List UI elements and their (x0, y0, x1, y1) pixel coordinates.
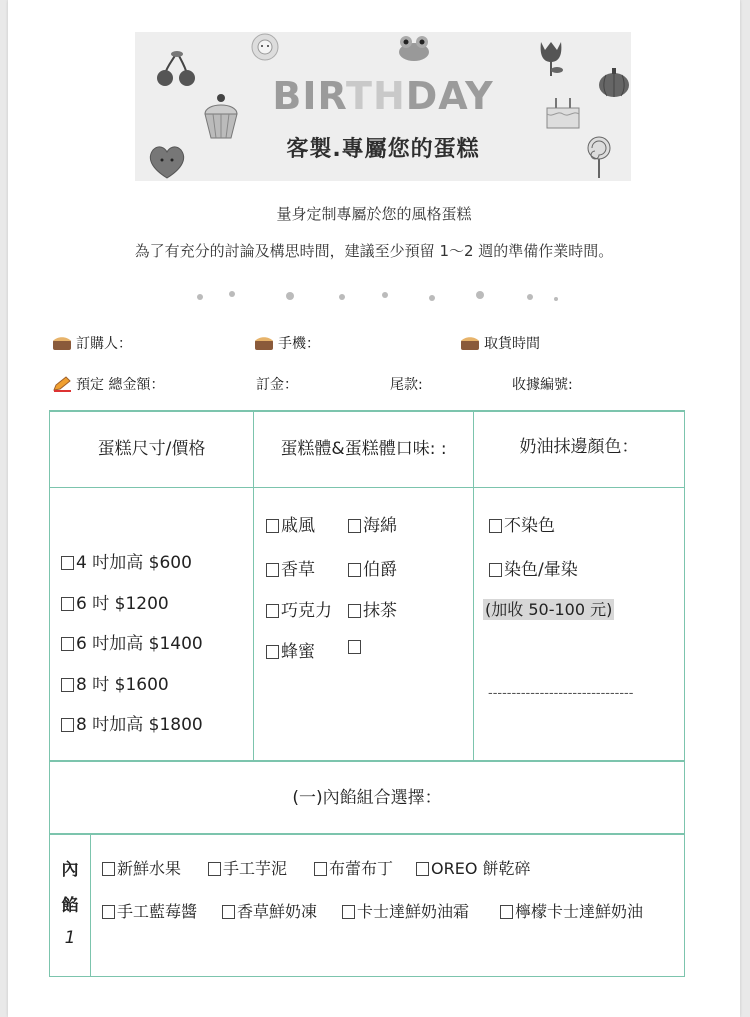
receipt-field-label: 收據編號: (512, 377, 573, 393)
color-surcharge-note: (加收 50-100 元) (485, 600, 613, 619)
header-flavor: 蛋糕體&蛋糕體口味: : (280, 439, 447, 459)
checkbox[interactable] (208, 862, 221, 876)
checkbox[interactable] (348, 604, 361, 618)
filling-option[interactable]: 新鮮水果 (102, 856, 181, 879)
checkbox[interactable] (61, 718, 74, 732)
header-size-price: 蛋糕尺寸/價格 (97, 439, 206, 459)
intro-line-2: 為了有充分的討論及構思時間，建議至少預留 1～2 週的準備作業時間。 (134, 242, 614, 260)
size-option[interactable]: 4 吋加高 $600 (61, 548, 192, 573)
filling-option[interactable]: 布蕾布丁 (314, 856, 393, 879)
checkbox[interactable] (500, 905, 513, 919)
flavor-option[interactable]: 蜂蜜 (266, 637, 315, 662)
checkbox[interactable] (489, 563, 502, 577)
checkbox[interactable] (266, 645, 279, 659)
pickup-field-label: 取貨時間 (460, 333, 540, 353)
flavor-option[interactable]: 伯爵 (348, 555, 397, 580)
flavor-option-blank[interactable] (348, 637, 363, 657)
frog-icon (397, 34, 431, 62)
size-option[interactable]: 6 吋 $1200 (61, 589, 169, 614)
size-option[interactable]: 6 吋加高 $1400 (61, 629, 203, 654)
filling-side-char: 內 (61, 860, 79, 880)
flavor-option[interactable]: 抹茶 (348, 596, 397, 621)
filling-header: (一)內餡組合選擇： (292, 788, 442, 808)
pencil-icon (52, 375, 72, 392)
size-option[interactable]: 8 吋加高 $1800 (61, 710, 203, 735)
checkbox[interactable] (348, 640, 361, 654)
filling-option[interactable]: 手工藍莓醬 (102, 899, 197, 922)
phone-field-label: 手機： (254, 333, 320, 353)
flavor-option[interactable]: 巧克力 (266, 596, 332, 621)
checkbox[interactable] (489, 519, 502, 533)
cake-slice-icon (254, 334, 274, 351)
filling-side-char: 餡 (61, 896, 79, 916)
filling-option[interactable]: 手工芋泥 (208, 856, 287, 879)
checkbox[interactable] (61, 678, 74, 692)
checkbox[interactable] (266, 519, 279, 533)
flavor-option[interactable]: 海綿 (348, 511, 397, 536)
intro-line-1: 量身定制專屬於您的風格蛋糕 (276, 205, 472, 223)
filling-option[interactable]: 卡士達鮮奶油霜 (342, 899, 469, 922)
checkbox[interactable] (61, 597, 74, 611)
form-page (8, 0, 740, 1017)
flavor-option[interactable]: 戚風 (266, 511, 315, 536)
checkbox[interactable] (61, 637, 74, 651)
total-field-label: 預定 總金額： (52, 374, 164, 394)
color-option[interactable]: 不染色 (489, 511, 555, 536)
tulip-icon (535, 38, 567, 78)
filling-option[interactable]: OREO 餅乾碎 (416, 856, 531, 879)
flavor-option[interactable]: 香草 (266, 555, 315, 580)
balance-field-label: 尾款: (390, 377, 423, 393)
deposit-field-label: 訂金： (256, 377, 298, 393)
checkbox[interactable] (102, 905, 115, 919)
color-fill-line: ------------------------------- (488, 686, 634, 701)
banner-subtitle: 客製.專屬您的蛋糕 (286, 137, 480, 162)
birthday-banner (135, 32, 631, 181)
checkbox[interactable] (342, 905, 355, 919)
banner-title: BIRTHDAY (272, 74, 494, 118)
checkbox[interactable] (348, 563, 361, 577)
filling-side-char: 1 (64, 928, 76, 948)
buyer-field-label: 訂購人： (52, 333, 132, 353)
flower-face-icon (247, 32, 283, 62)
color-option[interactable]: 染色/暈染 (489, 555, 578, 580)
filling-option[interactable]: 香草鮮奶凍 (222, 899, 317, 922)
checkbox[interactable] (61, 556, 74, 570)
cake-slice-icon (52, 334, 72, 351)
checkbox[interactable] (348, 519, 361, 533)
header-cream-color: 奶油抹邊顏色： (519, 437, 639, 457)
decorative-divider (180, 289, 566, 303)
filling-option[interactable]: 檸檬卡士達鮮奶油 (500, 899, 643, 922)
checkbox[interactable] (222, 905, 235, 919)
checkbox[interactable] (102, 862, 115, 876)
checkbox[interactable] (266, 563, 279, 577)
size-option[interactable]: 8 吋 $1600 (61, 670, 169, 695)
cake-slice-icon (460, 334, 480, 351)
checkbox[interactable] (416, 862, 429, 876)
checkbox[interactable] (314, 862, 327, 876)
checkbox[interactable] (266, 604, 279, 618)
